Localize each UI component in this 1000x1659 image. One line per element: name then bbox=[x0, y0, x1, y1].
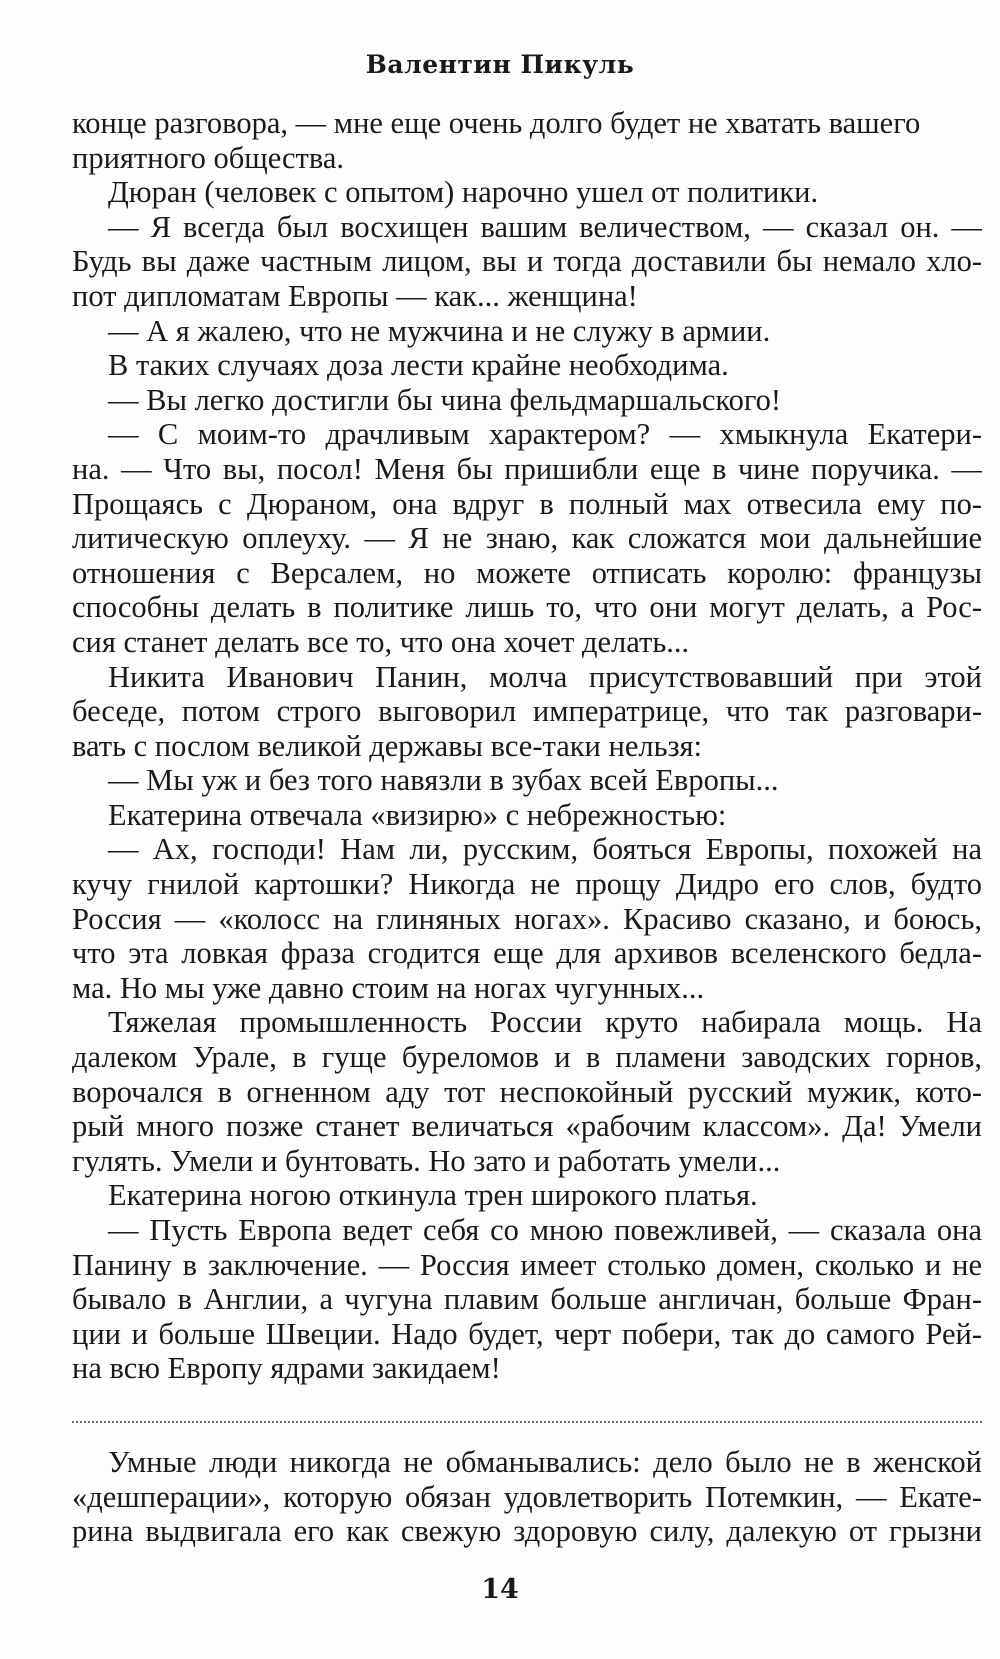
text-line: способны делать в политике лишь то, что они могут делать, а Рос- bbox=[72, 590, 982, 625]
text-line: Екатерина ногою откинула трен широкого платья. bbox=[108, 1178, 758, 1213]
text-line: «дешперации», которую обязан удовлетворить Потемкин, — Екате- bbox=[72, 1479, 982, 1514]
text-line: приятного общества. bbox=[72, 140, 345, 175]
text-line: — Я всегда был восхищен вашим величеством, — сказал он. — bbox=[108, 209, 982, 244]
text-line: Панину в заключение. — Россия имеет столько домен, сколько и не bbox=[72, 1247, 982, 1282]
text-line: рый много позже станет величаться «рабочим классом». Да! Умели bbox=[72, 1109, 982, 1144]
text-line: на. — Что вы, посол! Меня бы пришибли еще в чине поручика. — bbox=[72, 451, 982, 486]
text-line: беседе, потом строго выговорил императрице, что так разговари- bbox=[72, 694, 982, 729]
text-line: Умные люди никогда не обманывались: дело было не в женской bbox=[108, 1445, 982, 1479]
page-number: 14 bbox=[481, 1574, 519, 1605]
text-line: ции и больше Швеции. Надо будет, черт побери, так до самого Рей- bbox=[72, 1316, 982, 1351]
text-line: — Мы уж и без того навязли в зубах всей Европы... bbox=[108, 763, 779, 798]
text-line: ворочался в огненном аду тот неспокойный русский мужик, кото- bbox=[72, 1074, 982, 1109]
text-line: Никита Иванович Панин, молча присутствовавший при этой bbox=[108, 659, 982, 694]
text-line: далеком Урале, в гуще буреломов и в пламени заводских горнов, bbox=[72, 1040, 982, 1075]
text-line: — А я жалею, что не мужчина и не служу в армии. bbox=[108, 313, 771, 348]
text-line: В таких случаях доза лести крайне необходима. bbox=[108, 348, 729, 383]
text-line: конце разговора, — мне еще очень долго будет не хватать вашего bbox=[72, 106, 921, 140]
text-line: Тяжелая промышленность России круто набирала мощь. На bbox=[108, 1005, 982, 1040]
text-line: гулять. Умели и бунтовать. Но зато и работать умели... bbox=[72, 1143, 781, 1178]
text-line: кучу гнилой картошки? Никогда не прощу Дидро его слов, будто bbox=[72, 867, 982, 902]
text-line: Прощаясь с Дюраном, она вдруг в полный мах отвесила ему по- bbox=[72, 486, 982, 521]
text-line: Россия — «колосс на глиняных ногах». Красиво сказано, и боюсь, bbox=[72, 901, 982, 936]
text-line: — Вы легко достигли бы чина фельдмаршальского! bbox=[108, 382, 782, 417]
text-line: отношения с Версалем, но можете отписать королю: французы bbox=[72, 555, 982, 590]
text-block-main bbox=[72, 106, 982, 1386]
text-line: Екатерина отвечала «визирю» с небрежностью: bbox=[108, 797, 727, 832]
text-line: ма. Но мы уже давно стоим на ногах чугунных... bbox=[72, 970, 705, 1005]
section-divider bbox=[72, 1421, 982, 1423]
text-block-next bbox=[72, 1445, 982, 1549]
text-line: — Пусть Европа ведет себя со мною повежливей, — сказала она bbox=[108, 1213, 982, 1247]
text-line: Будь вы даже частным лицом, вы и тогда доставили бы немало хло- bbox=[72, 244, 982, 279]
text-line: пот дипломатам Европы — как... женщина! bbox=[72, 278, 638, 313]
text-line: вать с послом великой державы все-таки нельзя: bbox=[72, 728, 703, 763]
text-line: что эта ловкая фраза сгодится еще для архивов вселенского бедла- bbox=[72, 936, 982, 971]
text-line: — Ах, господи! Нам ли, русским, бояться Европы, похожей на bbox=[108, 832, 982, 867]
text-line: рина выдвигала его как свежую здоровую силу, далекую от грызни bbox=[72, 1514, 982, 1549]
text-line: на всю Европу ядрами закидаем! bbox=[72, 1351, 501, 1386]
text-line: Дюран (человек с опытом) нарочно ушел от политики. bbox=[108, 175, 819, 210]
text-line: сия станет делать все то, что она хочет делать... bbox=[72, 624, 690, 659]
text-line: бывало в Англии, а чугуна плавим больше англичан, больше Фран- bbox=[72, 1282, 982, 1317]
text-line: литическую оплеуху. — Я не знаю, как сложатся мои дальнейшие bbox=[72, 521, 982, 556]
text-line: — С моим-то драчливым характером? — хмыкнула Екатери- bbox=[108, 417, 982, 452]
running-head: Валентин Пикуль bbox=[365, 50, 635, 79]
